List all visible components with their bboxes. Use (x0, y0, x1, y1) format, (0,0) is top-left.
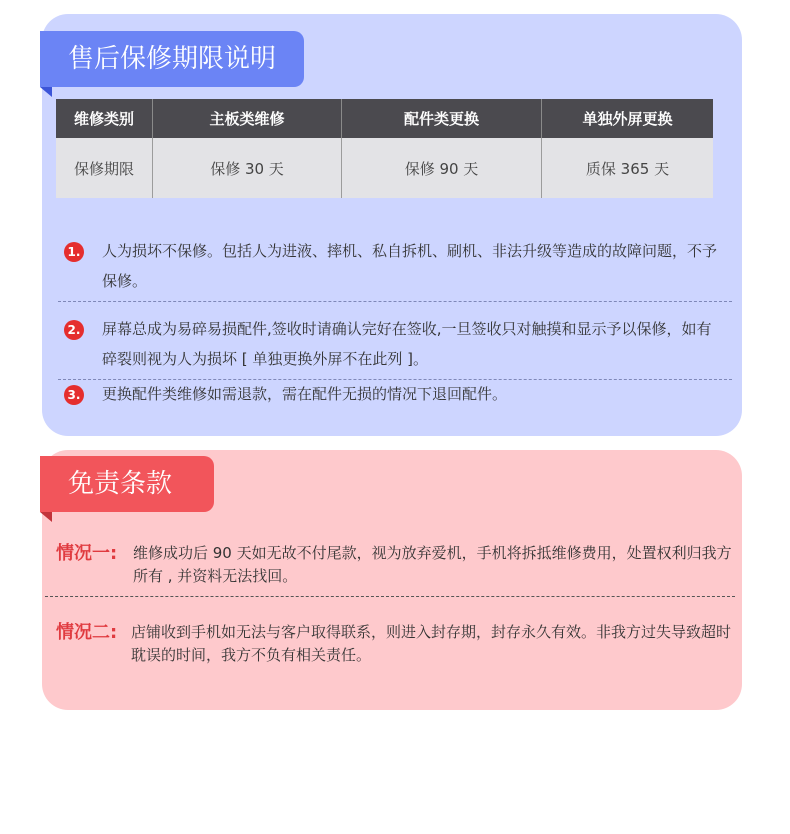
table-row-label: 保修期限 (56, 138, 153, 198)
table-header-mainboard: 主板类维修 (153, 99, 342, 138)
note-text: 人为损坏不保修。包括人为进液、摔机、私自拆机、刷机、非法升级等造成的故障问题，不予保修。 (102, 242, 718, 290)
dashed-divider (58, 301, 732, 302)
case-text: 维修成功后 90 天如无故不付尾款，视为放弃爱机，手机将拆抵维修费用，处置权利归我方所有 , 并资料无法找回。 (133, 544, 732, 585)
dashed-divider (45, 596, 735, 597)
note-text: 屏幕总成为易碎易损配件,签收时请确认完好在签收,一旦签收只对触摸和显示予以保修，如有碎裂则视为人为损坏 [ 单独更换外屏不在此列 ]。 (102, 320, 712, 368)
case-label: 情况一: (56, 543, 118, 564)
warranty-note-2 (64, 314, 724, 374)
table-header-row (56, 99, 713, 138)
warranty-title: 售后保修期限说明 (40, 31, 304, 87)
table-header-category: 维修类别 (56, 99, 153, 138)
warranty-table (56, 99, 713, 198)
note-number-badge: 1. (64, 242, 84, 262)
table-cell-mainboard: 保修 30 天 (153, 138, 342, 198)
table-row (56, 138, 713, 198)
table-header-screen: 单独外屏更换 (542, 99, 714, 138)
case-text: 店铺收到手机如无法与客户取得联系，则进入封存期，封存永久有效。非我方过失导致超时耽误的时间，我方不负有相关责任。 (131, 623, 732, 664)
disclaimer-title: 免责条款 (40, 456, 214, 512)
warranty-note-1 (64, 236, 724, 296)
disclaimer-case-2 (56, 621, 732, 667)
case-label: 情况二: (56, 622, 118, 643)
table-header-parts: 配件类更换 (342, 99, 542, 138)
table-cell-parts: 保修 90 天 (342, 138, 542, 198)
table-cell-screen: 质保 365 天 (542, 138, 714, 198)
disclaimer-case-1 (56, 542, 732, 588)
note-number-badge: 2. (64, 320, 84, 340)
note-number-badge: 3. (64, 385, 84, 405)
warranty-note-3 (64, 379, 724, 409)
note-text: 更换配件类维修如需退款，需在配件无损的情况下退回配件。 (102, 385, 508, 403)
